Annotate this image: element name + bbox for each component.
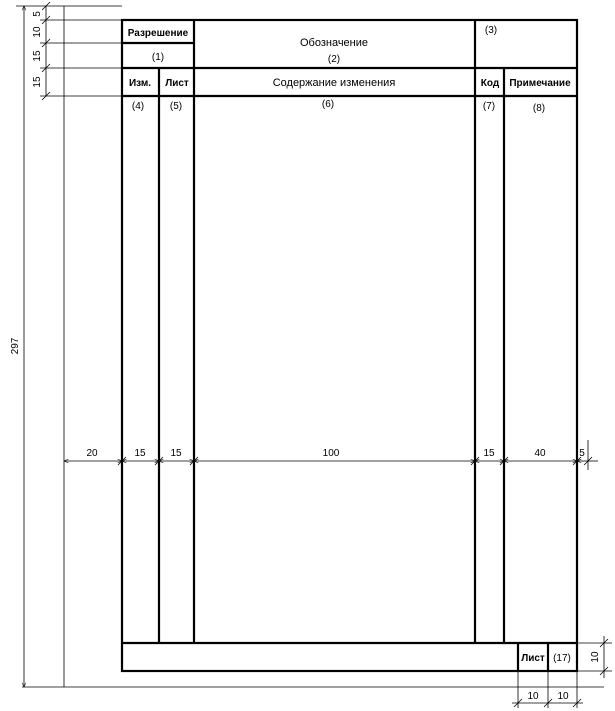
dimension-footer-cells [512, 671, 583, 708]
dim-5-label: 5 [32, 11, 43, 17]
oboznachenie-label: Обозначение [299, 37, 369, 49]
dim-15b-label: 15 [32, 76, 43, 88]
marker-2: (2) [327, 54, 341, 65]
dim-5-right-label: 5 [579, 448, 585, 459]
marker-7: (7) [482, 101, 496, 112]
soderzhanie-header: Содержание изменения [272, 77, 396, 89]
marker-4: (4) [131, 101, 145, 112]
dim-col15c-label: 15 [483, 448, 495, 459]
dimension-columns [64, 440, 598, 470]
dim-297-label: 297 [10, 337, 21, 355]
dim-col15b-label: 15 [170, 448, 182, 459]
dim-10-label: 10 [32, 26, 43, 38]
dim-20-label: 20 [86, 448, 98, 459]
dim-foot10b-label: 10 [557, 691, 569, 702]
marker-5: (5) [169, 101, 183, 112]
sheet-outline [22, 6, 604, 687]
dimension-header-rows [32, 2, 122, 100]
dimension-footer-height [577, 636, 612, 678]
dimension-297 [10, 6, 122, 687]
dim-col15a-label: 15 [134, 448, 146, 459]
dim-15a-label: 15 [32, 50, 43, 62]
dim-foot10a-label: 10 [527, 691, 539, 702]
kod-header: Код [480, 78, 500, 89]
list-header: Лист [165, 78, 189, 89]
dim-100-label: 100 [322, 448, 340, 459]
main-frame [122, 20, 577, 671]
marker-17: (17) [553, 653, 571, 664]
razreshenie-label: Разрешение [127, 28, 189, 39]
marker-3: (3) [484, 25, 498, 36]
primechanie-header: Примечание [509, 78, 571, 89]
dim-40-label: 40 [534, 448, 546, 459]
dim-foot10-label: 10 [590, 651, 601, 663]
izm-header: Изм. [128, 78, 152, 89]
footer-list-label: Лист [521, 653, 545, 664]
marker-6: (6) [321, 99, 335, 110]
marker-8: (8) [532, 103, 546, 114]
marker-1: (1) [151, 52, 165, 63]
